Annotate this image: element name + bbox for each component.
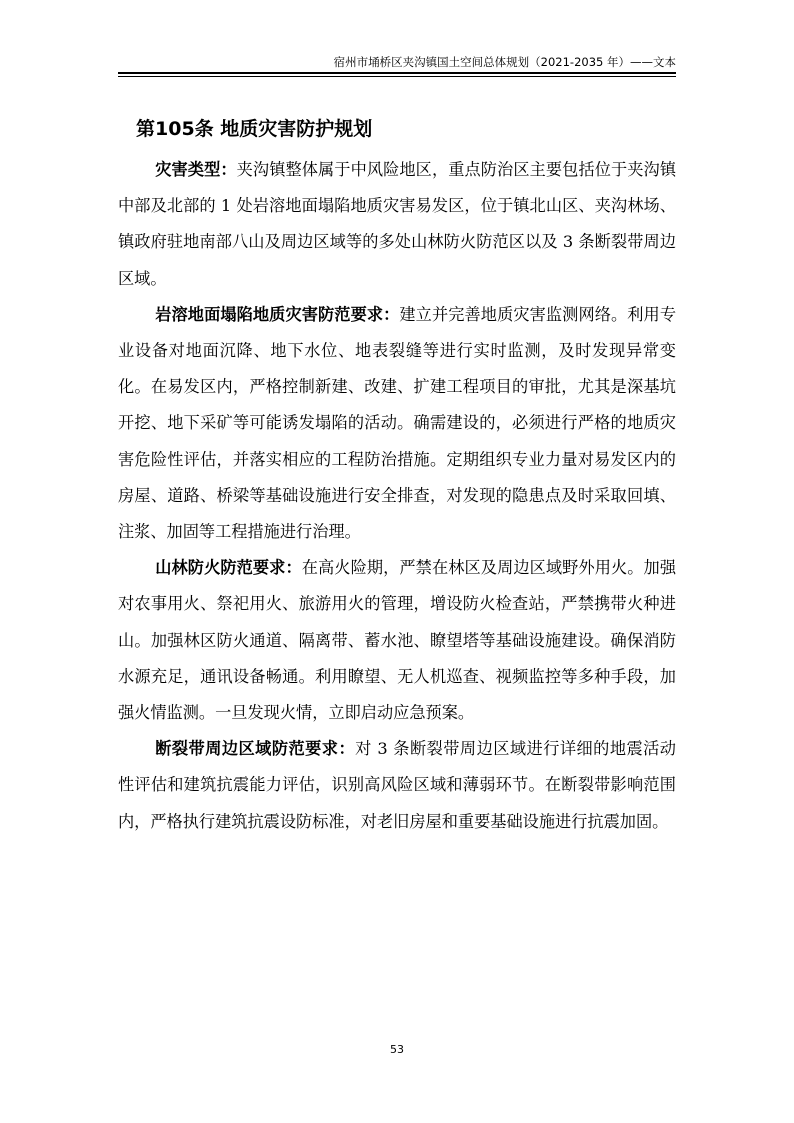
paragraph-label: 山林防火防范要求： — [155, 558, 302, 578]
paragraph-text: 在高火险期，严禁在林区及周边区域野外用火。加强对农事用火、祭祀用火、旅游用火的管理，增设防火检查站，严禁携带火种进山。加强林区防火通道、隔离带、蓄水池、瞭望塔等基础设施建设。确保消防水源充足，通讯设备畅通。利用瞭望、无人机巡查、视频监控等多种手段，加强火情监测。一旦发现火情，立即启动应急预案。 — [118, 558, 677, 723]
paragraph-fault-zone — [118, 731, 676, 840]
running-header: 宿州市埇桥区夹沟镇国土空间总体规划（2021-2035 年）——文本 — [333, 55, 676, 69]
paragraph-disaster-types — [118, 152, 676, 297]
paragraph-text: 建立并完善地质灾害监测网络。利用专业设备对地面沉降、地下水位、地表裂缝等进行实时监测，及时发现异常变化。在易发区内，严格控制新建、改建、扩建工程项目的审批，尤其是深基坑开挖、地下采矿等可能诱发塌陷的活动。确需建设的，必须进行严格的地质灾害危险性评估，并落实相应的工程防治措施。定期组织专业力量对易发区内的房屋、道路、桥梁等基础设施进行安全排查，对发现的隐患点及时采取回填、注浆、加固等工程措施进行治理。 — [118, 304, 677, 542]
header-rule-thick — [118, 72, 676, 74]
paragraph-label: 断裂带周边区域防范要求： — [155, 739, 356, 759]
page-number: 53 — [390, 1043, 404, 1056]
paragraph-forest-fire — [118, 550, 676, 731]
header-rule-thin — [118, 76, 676, 77]
paragraph-label: 岩溶地面塌陷地质灾害防范要求： — [155, 304, 400, 324]
paragraph-karst-collapse — [118, 297, 676, 550]
article-title: 第105条 地质灾害防护规划 — [136, 118, 373, 140]
article-body — [118, 152, 676, 840]
paragraph-text: 夹沟镇整体属于中风险地区，重点防治区主要包括位于夹沟镇中部及北部的 1 处岩溶地面塌陷地质灾害易发区，位于镇北山区、夹沟林场、镇政府驻地南部八山及周边区域等的多处山林防火防范区以及 3 条断裂带周边区域。 — [118, 160, 677, 288]
paragraph-label: 灾害类型： — [155, 160, 237, 179]
paragraph-text: 对 3 条断裂带周边区域进行详细的地震活动性评估和建筑抗震能力评估，识别高风险区域和薄弱环节。在断裂带影响范围内，严格执行建筑抗震设防标准，对老旧房屋和重要基础设施进行抗震加固。 — [118, 739, 676, 831]
